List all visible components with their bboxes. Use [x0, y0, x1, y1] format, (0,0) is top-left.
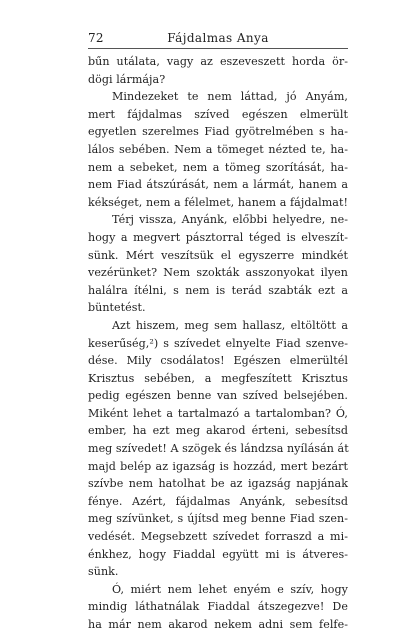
text-line: kékséget, nem a félelmet, hanem a fájdalmat! — [88, 195, 348, 209]
text-line: fénye. Azért, fájdalmas Anyánk, sebesítsd — [88, 494, 348, 508]
text-line: Krisztus sebében, a megfeszített Krisztus — [88, 371, 348, 385]
text-line: pedig egészen benne van szíved belsejében. — [88, 389, 348, 403]
text-line: keserűség,²) s szívedet elnyelte Fiad szenve- — [88, 336, 348, 350]
page-header — [88, 28, 348, 49]
text-line: vezérünket? Nem szokták asszonyokat ilyen — [88, 266, 348, 280]
text-line: egyetlen szerelmes Fiad gyötrelmében s ha- — [88, 125, 348, 139]
text-line: Azt hiszem, meg sem hallasz, eltöltött a — [112, 318, 348, 332]
text-line: Ó, miért nem lehet enyém e szív, hogy — [112, 582, 348, 596]
text-line: vedését. Megsebzett szívedet forraszd a mi- — [88, 530, 348, 544]
text-line: majd belép az igazság is hozzád, mert bezárt — [88, 459, 348, 473]
running-title: Fájdalmas Anya — [167, 31, 269, 45]
body-text — [88, 53, 348, 634]
text-line: mert fájdalmas szíved egészen elmerült — [88, 107, 348, 121]
text-line: Miként lehet a tartalmazó a tartalomban? Ó, — [88, 406, 348, 420]
text-line: mindig láthatnálak Fiaddal átszegezve! De — [88, 600, 348, 614]
text-line: lálos sebében. Nem a tömeget nézted te, ha- — [88, 142, 348, 156]
text-line: nem a sebeket, nem a tömeg szorítását, ha- — [88, 160, 348, 174]
text-line: hogy a megvert pásztorral téged is elveszít- — [88, 230, 348, 244]
text-line: meg szívünket, s újítsd meg benne Fiad szen- — [88, 512, 348, 526]
text-line: dése. Mily csodálatos! Egészen elmerültél — [88, 354, 348, 368]
text-line: Mindezeket te nem láttad, jó Anyám, — [112, 90, 348, 104]
text-line: énkhez, hogy Fiaddal együtt mi is átveres- — [88, 547, 348, 561]
text-line: sünk. Mért veszítsük el egyszerre mindkét — [88, 248, 348, 262]
text-line: bűn utálata, vagy az eszeveszett horda ör- — [88, 55, 348, 68]
text-line: halálra ítélni, s nem is terád szabták ezt a — [88, 283, 348, 297]
text-line: Térj vissza, Anyánk, előbbi helyedre, ne- — [112, 213, 348, 227]
text-line: ember, ha ezt meg akarod érteni, sebesítsd — [88, 424, 348, 438]
text-line: nem Fiad átszúrását, nem a lármát, hanem a — [88, 178, 348, 192]
text-line: sünk. — [88, 565, 119, 579]
page-number: 72 — [88, 31, 104, 45]
text-line: büntetést. — [88, 301, 146, 315]
text-line: dögi lármája? — [88, 72, 166, 86]
text-line: meg szívedet! A szögek és lándzsa nyílásán át — [88, 442, 349, 456]
text-line: szívbe nem hatolhat be az igazság napjának — [88, 477, 348, 491]
text-line: ha már nem akarod nekem adni sem felfe- — [88, 618, 348, 631]
